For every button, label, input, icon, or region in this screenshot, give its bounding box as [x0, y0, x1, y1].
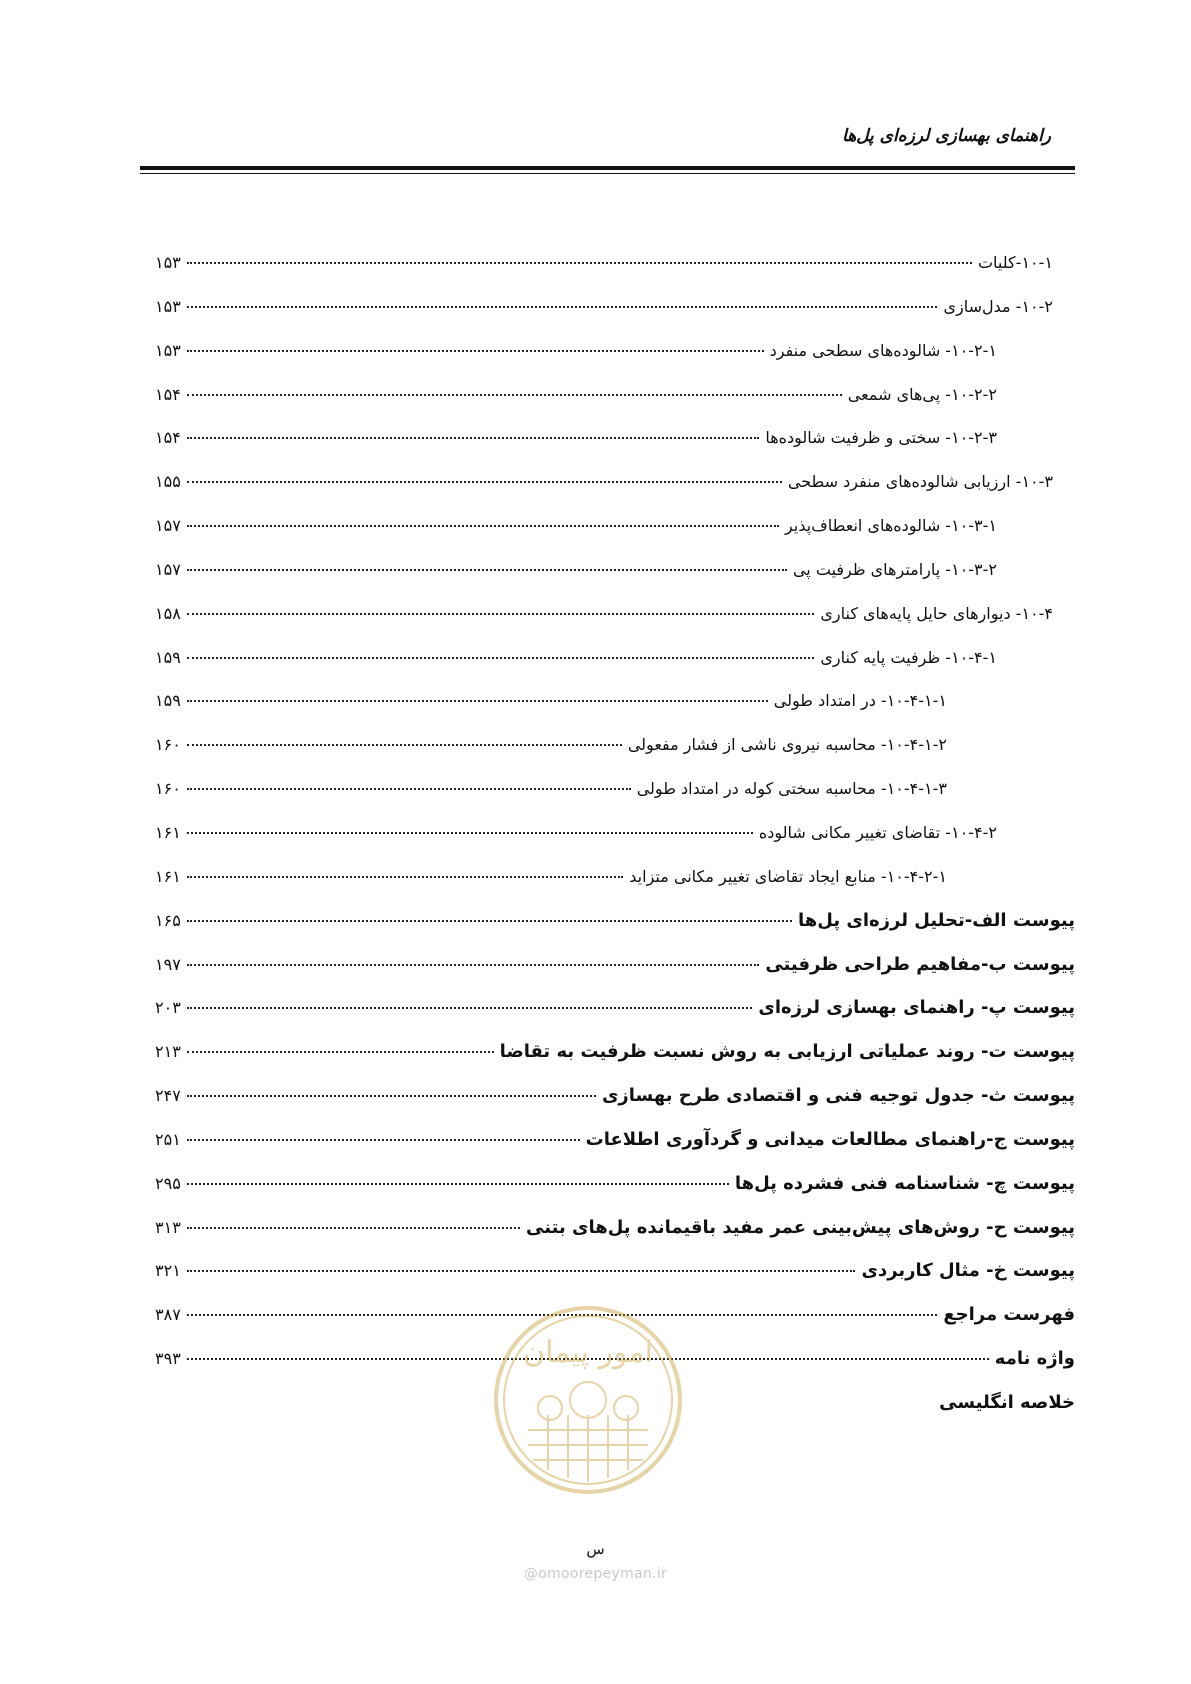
toc-entry-label: ۱۰-۴-۱-۳- محاسبه سختی کوله در امتداد طولی — [636, 779, 947, 799]
toc-entry-page: ۱۶۰ — [155, 779, 181, 799]
stamp-text: امور پیمان — [523, 1335, 653, 1370]
toc-entry-label: پیوست چ- شناسنامه فنی فشرده پل‌ها — [734, 1172, 1075, 1194]
toc-leader-dots — [187, 832, 753, 834]
toc-leader-dots — [187, 525, 779, 527]
toc-entry[interactable] — [155, 384, 1075, 428]
toc-entry-label: ۱۰-۱-کلیات — [977, 253, 1053, 272]
toc-leader-dots — [187, 876, 624, 878]
toc-entry-page: ۱۵۷ — [155, 516, 181, 536]
toc-entry-page: ۱۶۱ — [155, 866, 181, 886]
toc-entry-label: پیوست ح- روش‌های پیش‌بینی عمر مفید باقیمانده پل‌های بتنی — [526, 1216, 1075, 1238]
toc-leader-dots — [187, 788, 631, 790]
toc-entry[interactable] — [155, 427, 1075, 471]
toc-entry-label: ۱۰-۲-۱- شالوده‌های سطحی منفرد — [769, 340, 997, 360]
toc-entry-page: ۳۲۱ — [155, 1261, 181, 1281]
toc-leader-dots — [187, 350, 764, 352]
toc-entry[interactable] — [155, 866, 1075, 910]
toc-entry[interactable] — [155, 1260, 1075, 1304]
toc-entry[interactable] — [155, 603, 1075, 647]
toc-leader-dots — [187, 1183, 729, 1185]
toc-entry[interactable] — [155, 1041, 1075, 1085]
toc-entry[interactable] — [155, 1129, 1075, 1173]
toc-entry-label: پیوست ث- جدول توجیه فنی و اقتصادی طرح بهسازی — [601, 1085, 1075, 1107]
toc-entry-page: ۱۵۸ — [155, 603, 181, 623]
toc-entry-label: پیوست الف-تحلیل لرزه‌ای پل‌ها — [798, 909, 1075, 931]
toc-entry-label: ۱۰-۴-۲-۱- منابع ایجاد تقاضای تغییر مکانی متزاید — [629, 866, 947, 886]
toc-entry[interactable] — [155, 910, 1075, 954]
header-rule-thick — [140, 166, 1075, 170]
toc-entry-label: فهرست مراجع — [943, 1304, 1075, 1326]
toc-entry[interactable] — [155, 559, 1075, 603]
toc-entry-page: ۱۵۹ — [155, 647, 181, 667]
toc-entry-label: پیوست ت- روند عملیاتی ارزیابی به روش نسبت ظرفیت به تقاضا — [499, 1041, 1075, 1063]
toc-entry[interactable] — [155, 997, 1075, 1041]
toc-entry-page: ۱۵۳ — [155, 340, 181, 360]
toc-entry-label: ۱۰-۲- مدل‌سازی — [943, 296, 1053, 316]
toc-entry-label: ۱۰-۴-۲- تقاضای تغییر مکانی شالوده — [758, 822, 997, 842]
header-rule-thin — [140, 173, 1075, 174]
toc-entry-page: ۱۵۳ — [155, 296, 181, 316]
toc-entry-page: ۱۵۴ — [155, 428, 181, 448]
toc-entry[interactable] — [155, 1173, 1075, 1217]
toc-entry-label: پیوست پ- راهنمای بهسازی لرزه‌ای — [758, 997, 1075, 1019]
toc-leader-dots — [187, 437, 760, 439]
toc-entry-label: ۱۰-۳- ارزیابی شالوده‌های منفرد سطحی — [787, 472, 1053, 492]
running-header-title: راهنمای بهسازی لرزه‌ای پل‌ها — [842, 126, 1051, 146]
toc-entry-page: ۱۵۵ — [155, 472, 181, 492]
toc-entry-page: ۲۹۵ — [155, 1173, 181, 1193]
toc-entry[interactable] — [155, 471, 1075, 515]
table-of-contents — [155, 252, 1075, 1436]
watermark-url: @omoorepeyman.ir — [523, 1566, 668, 1582]
toc-entry-page: ۲۰۳ — [155, 998, 181, 1018]
toc-entry-page: ۲۱۳ — [155, 1042, 181, 1062]
toc-leader-dots — [187, 1139, 580, 1141]
toc-entry[interactable] — [155, 822, 1075, 866]
toc-leader-dots — [187, 1095, 596, 1097]
toc-entry-label: پیوست ج-راهنمای مطالعات میدانی و گردآوری اطلاعات — [585, 1128, 1075, 1150]
toc-entry[interactable] — [155, 647, 1075, 691]
toc-leader-dots — [187, 306, 938, 308]
toc-leader-dots — [187, 657, 815, 659]
toc-entry-page: ۱۶۱ — [155, 822, 181, 842]
toc-leader-dots — [187, 1270, 856, 1272]
toc-leader-dots — [187, 700, 768, 702]
toc-entry-page: ۱۵۷ — [155, 559, 181, 579]
toc-entry-page: ۱۶۵ — [155, 910, 181, 930]
toc-leader-dots — [187, 1051, 494, 1053]
toc-entry-page: ۳۸۷ — [155, 1305, 181, 1325]
toc-leader-dots — [187, 1227, 520, 1229]
toc-entry[interactable] — [155, 1217, 1075, 1261]
toc-leader-dots — [187, 613, 815, 615]
toc-entry-page: ۳۹۳ — [155, 1349, 181, 1369]
toc-entry-label: ۱۰-۲-۲- پی‌های شمعی — [847, 384, 997, 404]
toc-entry[interactable] — [155, 340, 1075, 384]
toc-entry-label: ۱۰-۴-۱-۱- در امتداد طولی — [773, 691, 947, 711]
toc-entry-label: ۱۰-۳-۱- شالوده‌های انعطاف‌پذیر — [785, 516, 997, 536]
toc-entry-label: ۱۰-۴-۱- ظرفیت پایه کناری — [820, 647, 997, 667]
toc-entry-page: ۱۵۳ — [155, 253, 181, 272]
toc-entry-label: ۱۰-۳-۲- پارامترهای ظرفیت پی — [792, 559, 997, 579]
toc-leader-dots — [187, 569, 787, 571]
toc-entry-label: ۱۰-۴- دیوارهای حایل پایه‌های کناری — [820, 603, 1053, 623]
toc-entry[interactable] — [155, 954, 1075, 998]
toc-entry-label: پیوست ب-مفاهیم طراحی ظرفیتی — [765, 953, 1075, 975]
toc-entry-page: ۱۵۴ — [155, 384, 181, 404]
toc-entry-page: ۱۶۰ — [155, 735, 181, 755]
toc-leader-dots — [187, 920, 792, 922]
toc-leader-dots — [187, 1007, 753, 1009]
toc-entry-label: خلاصه انگلیسی — [939, 1391, 1075, 1413]
toc-entry-page: ۳۱۳ — [155, 1217, 181, 1237]
toc-leader-dots — [187, 394, 842, 396]
toc-entry[interactable] — [155, 690, 1075, 734]
toc-entry-page: ۲۴۷ — [155, 1086, 181, 1106]
toc-entry[interactable] — [155, 296, 1075, 340]
toc-entry-label: ۱۰-۴-۱-۲- محاسبه نیروی ناشی از فشار مفعولی — [627, 735, 947, 755]
toc-leader-dots — [187, 964, 760, 966]
page-number: س — [586, 1540, 605, 1558]
toc-entry-label: پیوست خ- مثال کاربردی — [861, 1260, 1075, 1282]
toc-leader-dots — [187, 262, 972, 264]
toc-entry[interactable] — [155, 515, 1075, 559]
toc-entry[interactable] — [155, 252, 1075, 296]
toc-entry-label: ۱۰-۲-۳- سختی و ظرفیت شالوده‌ها — [765, 428, 997, 448]
toc-entry[interactable] — [155, 1085, 1075, 1129]
toc-entry-page: ۱۹۷ — [155, 954, 181, 974]
toc-leader-dots — [187, 744, 622, 746]
toc-entry-page: ۲۵۱ — [155, 1129, 181, 1149]
watermark-stamp-icon — [488, 1300, 688, 1500]
toc-entry-page: ۱۵۹ — [155, 691, 181, 711]
toc-entry-label: واژه نامه — [994, 1348, 1075, 1370]
toc-entry[interactable] — [155, 778, 1075, 822]
toc-leader-dots — [187, 481, 782, 483]
toc-entry[interactable] — [155, 734, 1075, 778]
